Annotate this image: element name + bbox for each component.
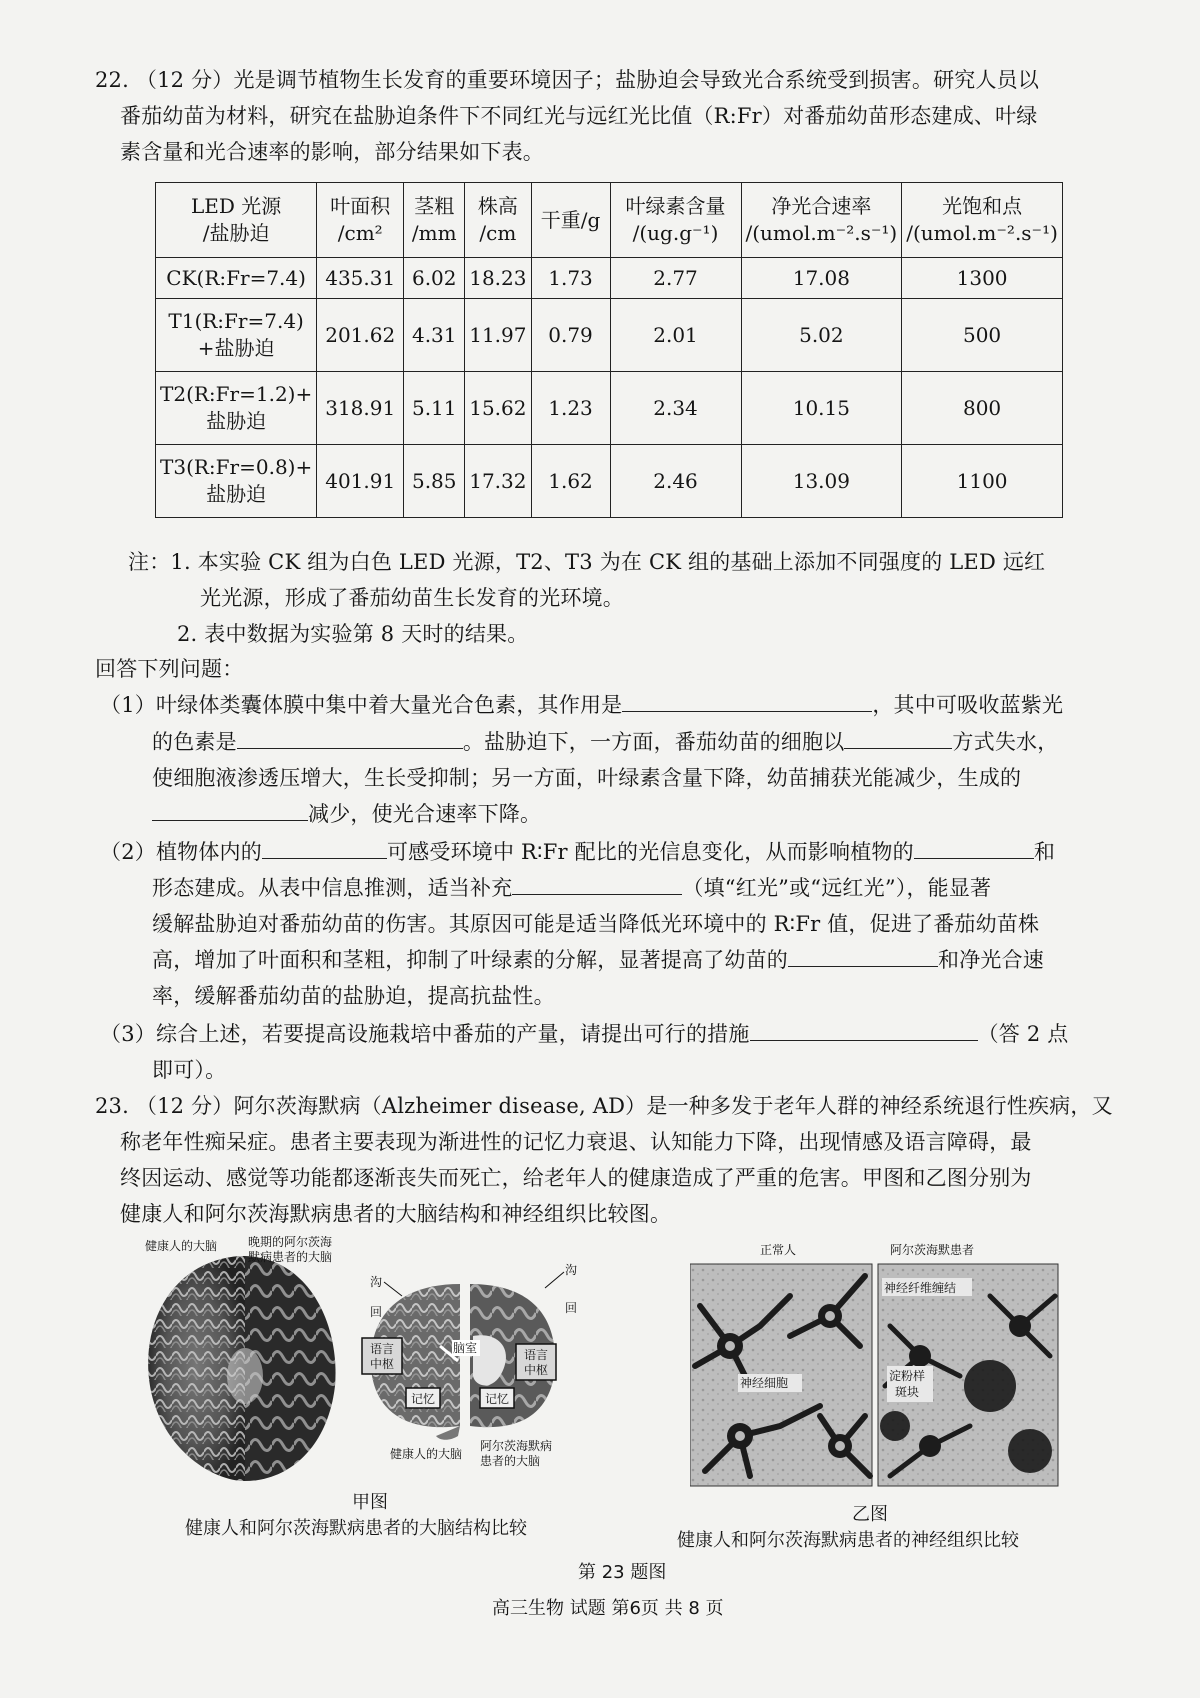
- q23-line-2: 称老年性痴呆症。患者主要表现为渐进性的记忆力衰退、认知能力下降，出现情感及语言障碍，最: [120, 1130, 1032, 1154]
- table-cell: 201.62: [317, 299, 404, 372]
- col-header-dry-weight: 干重/g: [531, 183, 610, 258]
- row-label: T2(R:Fr=1.2)+ 盐胁迫: [156, 372, 317, 445]
- table-cell: 5.85: [404, 445, 465, 518]
- label-speech-l-2: 中枢: [370, 1357, 395, 1371]
- table-cell: 435.31: [317, 258, 404, 299]
- answer-blank-7[interactable]: [512, 874, 682, 895]
- label-gyrus-r-sulcus: 沟: [565, 1263, 578, 1277]
- label-memory-l: 记忆: [411, 1392, 436, 1406]
- answer-blank-3[interactable]: [844, 728, 952, 749]
- q22-line-1: 22. （12 分）光是调节植物生长发育的重要环境因子；盐胁迫会导致光合系统受到损害。研究人员以: [95, 68, 1040, 92]
- label-bottom-ad-2: 患者的大脑: [480, 1454, 541, 1468]
- note-1-cont: 光光源，形成了番茄幼苗生长发育的光环境。: [200, 586, 624, 610]
- col-header-light-source: LED 光源 /盐胁迫: [156, 183, 317, 258]
- q23-line-4: 健康人和阿尔茨海默病患者的大脑结构和神经组织比较图。: [120, 1202, 672, 1226]
- label-bottom-healthy: 健康人的大脑: [390, 1447, 463, 1461]
- figure-a-brain: [140, 1236, 660, 1486]
- sub2-line-4: 高，增加了叶面积和茎粗，抑制了叶绿素的分解，显著提高了幼苗的 和净光合速: [152, 948, 1044, 972]
- label-ventricle: 脑室: [453, 1341, 478, 1355]
- col-header-stem-diameter: 茎粗 /mm: [404, 183, 465, 258]
- sub1-line-3: 使细胞液渗透压增大，生长受抑制；另一方面，叶绿素含量下降，幼苗捕获光能减少，生成的: [152, 766, 1022, 790]
- answer-blank-1[interactable]: [622, 691, 872, 712]
- sub3-line-2: 即可）。: [152, 1058, 227, 1082]
- table-cell: 1.73: [531, 258, 610, 299]
- label-gyrus-l-gyrus: 回: [370, 1305, 383, 1319]
- row-label: T3(R:Fr=0.8)+ 盐胁迫: [156, 445, 317, 518]
- sub1-line-1: （1）叶绿体类囊体膜中集中着大量光合色素，其作用是 ，其中可吸收蓝紫光: [100, 693, 1064, 717]
- label-gyrus-r-gyrus: 回: [565, 1301, 578, 1315]
- table-cell: 2.46: [610, 445, 741, 518]
- table-cell: 1.62: [531, 445, 610, 518]
- label-speech-r-1: 语言: [524, 1348, 549, 1362]
- q23-line-3: 终因运动、感觉等功能都逐渐丧失而死亡，给老年人的健康造成了严重的危害。甲图和乙图分别为: [120, 1166, 1032, 1190]
- table-cell: 2.34: [610, 372, 741, 445]
- col-header-chlorophyll: 叶绿素含量 /(ug.g⁻¹): [610, 183, 741, 258]
- table-cell: 500: [902, 299, 1063, 372]
- table-cell: 401.91: [317, 445, 404, 518]
- table-cell: 1.23: [531, 372, 610, 445]
- note-2: 2. 表中数据为实验第 8 天时的结果。: [177, 622, 529, 646]
- label-speech-r-2: 中枢: [524, 1363, 549, 1377]
- table-row: [156, 258, 1063, 299]
- sub2-line-1: （2）植物体内的 可感受环境中 R∶Fr 配比的光信息变化，从而影响植物的 和: [100, 840, 1056, 864]
- results-table: [155, 182, 1063, 518]
- label-plaque-1: 淀粉样: [889, 1369, 926, 1383]
- q23-line-1: 23. （12 分）阿尔茨海默病（Alzheimer disease, AD）是一种多发于老年人群的神经系统退行性疾病，又: [95, 1094, 1113, 1118]
- table-cell: 5.02: [741, 299, 902, 372]
- table-cell: 4.31: [404, 299, 465, 372]
- label-healthy-brain: 健康人的大脑: [145, 1239, 218, 1253]
- table-cell: 0.79: [531, 299, 610, 372]
- row-label: T1(R:Fr=7.4) +盐胁迫: [156, 299, 317, 372]
- label-ad-patient: 阿尔茨海默患者: [890, 1243, 975, 1257]
- answer-blank-8[interactable]: [788, 946, 938, 967]
- table-cell: 13.09: [741, 445, 902, 518]
- table-cell: 1300: [902, 258, 1063, 299]
- label-plaque-2: 斑块: [895, 1385, 920, 1399]
- table-cell: 5.11: [404, 372, 465, 445]
- figure-b-tissue: [690, 1236, 1070, 1496]
- answer-blank-9[interactable]: [750, 1020, 978, 1041]
- label-neurofibrillary-tangle: 神经纤维缠结: [884, 1281, 957, 1295]
- label-ad-brain-2: 默病患者的大脑: [248, 1250, 333, 1264]
- answer-prompt: 回答下列问题：: [95, 657, 244, 681]
- page-footer: 高三生物 试题 第6页 共 8 页: [492, 1598, 724, 1619]
- sub3-line-1: （3）综合上述，若要提高设施栽培中番茄的产量，请提出可行的措施 （答 2 点: [100, 1022, 1069, 1046]
- table-cell: 1100: [902, 445, 1063, 518]
- figure-a-title: 甲图: [352, 1492, 388, 1513]
- sub2-line-2: 形态建成。从表中信息推测，适当补充 （填“红光”或“远红光”），能显著: [152, 876, 992, 900]
- col-header-plant-height: 株高 /cm: [465, 183, 531, 258]
- figure-caption: 第 23 题图: [578, 1562, 667, 1583]
- table-cell: 18.23: [465, 258, 531, 299]
- healthy-vs-ad-brain-photo: [148, 1256, 335, 1481]
- table-cell: 800: [902, 372, 1063, 445]
- table-cell: 2.77: [610, 258, 741, 299]
- table-cell: 318.91: [317, 372, 404, 445]
- figure-b-title: 乙图: [852, 1504, 888, 1525]
- label-memory-r: 记忆: [485, 1392, 510, 1406]
- sub1-line-2: 的色素是 。盐胁迫下，一方面，番茄幼苗的细胞以 方式失水，: [152, 730, 1059, 754]
- label-normal: 正常人: [760, 1243, 797, 1257]
- table-row: [156, 299, 1063, 372]
- table-header-row: [156, 183, 1063, 258]
- note-1: 注：1. 本实验 CK 组为白色 LED 光源，T2、T3 为在 CK 组的基础上添加不同强度的 LED 远红: [128, 550, 1046, 574]
- col-header-net-photosynthesis: 净光合速率 /(umol.m⁻².s⁻¹): [741, 183, 902, 258]
- figure-a-caption: 健康人和阿尔茨海默病患者的大脑结构比较: [185, 1518, 527, 1539]
- q22-line-3: 素含量和光合速率的影响，部分结果如下表。: [120, 140, 544, 164]
- table-cell: 15.62: [465, 372, 531, 445]
- sub2-line-5: 率，缓解番茄幼苗的盐胁迫，提高抗盐性。: [152, 984, 555, 1008]
- label-gyrus-l-sulcus: 沟: [370, 1275, 383, 1289]
- col-header-leaf-area: 叶面积 /cm²: [317, 183, 404, 258]
- answer-blank-6[interactable]: [914, 838, 1034, 859]
- label-neuron: 神经细胞: [740, 1376, 789, 1390]
- sub2-line-3: 缓解盐胁迫对番茄幼苗的伤害。其原因可能是适当降低光环境中的 R∶Fr 值，促进了番茄幼苗株: [152, 912, 1040, 936]
- q22-line-2: 番茄幼苗为材料，研究在盐胁迫条件下不同红光与远红光比值（R:Fr）对番茄幼苗形态建成、叶绿: [120, 104, 1038, 128]
- table-cell: 17.32: [465, 445, 531, 518]
- table-cell: 17.08: [741, 258, 902, 299]
- row-label: CK(R:Fr=7.4): [156, 258, 317, 299]
- table-cell: 10.15: [741, 372, 902, 445]
- col-header-light-saturation: 光饱和点 /(umol.m⁻².s⁻¹): [902, 183, 1063, 258]
- table-cell: 2.01: [610, 299, 741, 372]
- table-cell: 11.97: [465, 299, 531, 372]
- answer-blank-4[interactable]: [152, 800, 308, 821]
- figure-b-caption: 健康人和阿尔茨海默病患者的神经组织比较: [677, 1530, 1019, 1551]
- table-row: [156, 445, 1063, 518]
- table-row: [156, 372, 1063, 445]
- label-speech-l-1: 语言: [370, 1342, 395, 1356]
- table-cell: 6.02: [404, 258, 465, 299]
- answer-blank-5[interactable]: [262, 838, 387, 859]
- label-ad-brain-1: 晚期的阿尔茨海: [248, 1236, 333, 1249]
- label-bottom-ad-1: 阿尔茨海默病: [480, 1439, 553, 1453]
- answer-blank-2[interactable]: [237, 728, 463, 749]
- sub1-line-4: 减少，使光合速率下降。: [152, 800, 541, 828]
